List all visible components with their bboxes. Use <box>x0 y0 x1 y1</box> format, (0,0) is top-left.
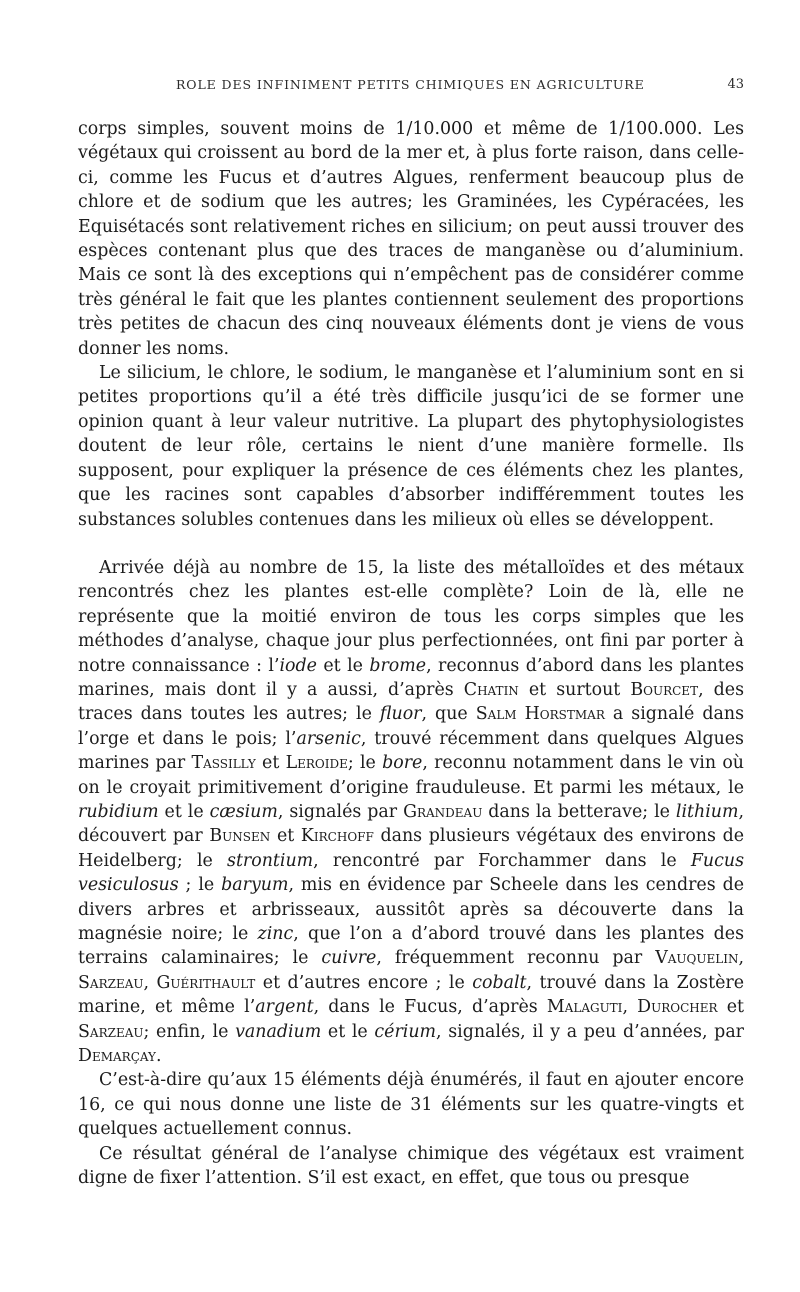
text-run: , <box>622 997 638 1018</box>
element-name: strontium <box>227 850 314 871</box>
element-name: brome <box>369 655 427 676</box>
text-run: et <box>270 826 301 847</box>
text-run: a signalé dans l’orge et dans le pois; l’ <box>78 704 744 749</box>
author-name: Salm Horstmar <box>475 704 605 725</box>
author-name: Sarzeau <box>78 1021 144 1042</box>
text-run: Arrivée déjà au nombre de 15, la liste des métalloïdes et des métaux rencontrés chez les plantes est-elle complète? Loin de là, elle ne représente que la moitié environ de tous les corps simples que les méthodes d’analyse, chaque jour plus perfectionnées, ont fini par porter à notre connaissance : l’ <box>78 557 744 676</box>
author-name: Kirchoff <box>300 826 374 847</box>
text-run: , trouvé récemment dans quelques Algues marines par <box>78 728 744 774</box>
paragraph-5 <box>78 1142 744 1191</box>
text-run: Ce résultat général de l’analyse chimique des végétaux est vraiment digne de fixer l’attention. S’il est exact, en effet, que tous ou presque <box>78 1143 744 1189</box>
element-name: cobalt <box>472 972 527 993</box>
author-name: Vauquelin <box>655 948 739 969</box>
author-name: Chatin <box>463 679 519 700</box>
text-run: , trouvé dans la Zostère marine, et même l’ <box>78 972 744 1018</box>
text-run: , <box>738 948 744 969</box>
element-name: fluor <box>379 704 422 725</box>
element-name: vanadium <box>235 1021 322 1042</box>
element-name: bore <box>382 753 423 774</box>
text-run: , que <box>421 704 476 725</box>
paragraph-2 <box>78 361 744 532</box>
text-run: . <box>155 1046 162 1067</box>
text-run: ; le <box>347 753 383 774</box>
text-run: , signalés, il y a peu d’années, par <box>436 1021 744 1042</box>
text-run: ; le <box>178 875 222 896</box>
text-run: , rencontré par Forchammer dans le <box>313 850 691 871</box>
text-run: , reconnus d’abord dans les plantes marines, mais dont il y a aussi, d’après <box>78 655 744 700</box>
text-run: et surtout <box>518 679 631 700</box>
element-name: Fucus vesiculosus <box>78 850 744 896</box>
author-name: Demarçay <box>78 1046 156 1067</box>
author-name: Bunsen <box>209 826 271 847</box>
page-number: 43 <box>727 77 744 92</box>
text-run: C’est-à-dire qu’aux 15 éléments déjà énumérés, il faut en ajouter encore 16, ce qui nous donne une liste de 31 éléments sur les quatre-vingts et quelques actuellement connus. <box>78 1070 744 1140</box>
author-name: Bourcet <box>630 679 699 700</box>
element-name: lithium <box>675 801 739 822</box>
paragraph-gap <box>78 532 744 556</box>
text-run: dans plusieurs végétaux des environs de Heidelberg; le <box>78 826 745 871</box>
text-run: , découvert par <box>78 801 744 847</box>
author-name: Grandeau <box>403 801 483 822</box>
text-run: , des traces dans toutes les autres; le <box>78 679 745 725</box>
element-name: arsenic <box>296 728 361 749</box>
author-name: Leroide <box>285 753 348 774</box>
text-run: , dans le Fucus, d’après <box>313 997 547 1018</box>
text-run: et <box>717 997 745 1018</box>
text-run: , <box>143 972 157 993</box>
text-run: , signalés par <box>277 801 404 822</box>
text-run: Le silicium, le chlore, le sodium, le manganèse et l’aluminium sont en si petites proportions qu’il a été très difficile jusqu’ici de se former une opinion quant à leur valeur nutritive. La plupart des phytophysiologistes doutent de leur rôle, certains le nient d’une manière formelle. Ils supposent, pour expliquer la présence de ces éléments chez les plantes, que les racines sont capables d’absorber indifféremment toutes les substances solubles contenues dans les milieux où elles se développent. <box>78 363 744 530</box>
element-name: iode <box>279 655 317 676</box>
text-run: et le <box>158 801 210 822</box>
text-run: et <box>255 753 286 774</box>
author-name: Durocher <box>637 997 718 1018</box>
element-name: rubidium <box>78 801 159 822</box>
element-name: cæsium <box>209 801 278 822</box>
paragraph-4 <box>78 1068 744 1141</box>
element-name: zinc <box>257 924 294 944</box>
text-run: et le <box>321 1021 375 1042</box>
text-run: , mis en évidence par Scheele dans les cendres de divers arbres et arbrisseaux, aussitôt après sa découverte dans la magnésie noire; le <box>78 875 744 944</box>
author-name: Guérithault <box>156 972 256 993</box>
text-run: et le <box>316 655 370 676</box>
text-run: , reconnu notamment dans le vin où on le croyait primitivement d’origine frauduleuse. Et parmi les métaux, le <box>78 753 744 798</box>
element-name: cérium <box>374 1021 437 1042</box>
paragraph-3 <box>78 556 744 1069</box>
text-run: , que l’on a d’abord trouvé dans les plantes des terrains calaminaires; le <box>78 924 744 969</box>
element-name: cuivre <box>321 948 377 969</box>
author-name: Malaguti <box>546 997 623 1018</box>
author-name: Tassilly <box>191 753 256 774</box>
body-text <box>78 117 744 1190</box>
running-header <box>78 77 744 101</box>
text-run: ; enfin, le <box>143 1021 236 1042</box>
paragraph-1 <box>78 117 744 361</box>
element-name: argent <box>255 997 314 1018</box>
text-run: et d’autres encore ; le <box>255 972 473 993</box>
text-run: , fréquemment reconnu par <box>376 948 656 969</box>
text-run: corps simples, souvent moins de 1/10.000 et même de 1/100.000. Les végétaux qui croissent au bord de la mer et, à plus forte raison, dans celle-ci, comme les Fucus et d’autres Algues, renferment beaucoup plus de chlore et de sodium que les autres; les Graminées, les Cypéracées, les Equisétacés sont relativement riches en silicium; on peut aussi trouver des espèces contenant plus que des traces de manganèse ou d’aluminium. Mais ce sont là des exceptions qui n’empêchent pas de considérer comme très général le fait que les plantes contiennent seulement des proportions très petites de chacun des cinq nouveaux éléments dont je viens de vous donner les noms. <box>78 119 744 359</box>
element-name: baryum <box>221 875 289 896</box>
author-name: Sarzeau <box>78 972 144 993</box>
running-head-title: ROLE DES INFINIMENT PETITS CHIMIQUES EN AGRICULTURE <box>176 77 645 92</box>
text-run: dans la betterave; le <box>482 801 676 822</box>
